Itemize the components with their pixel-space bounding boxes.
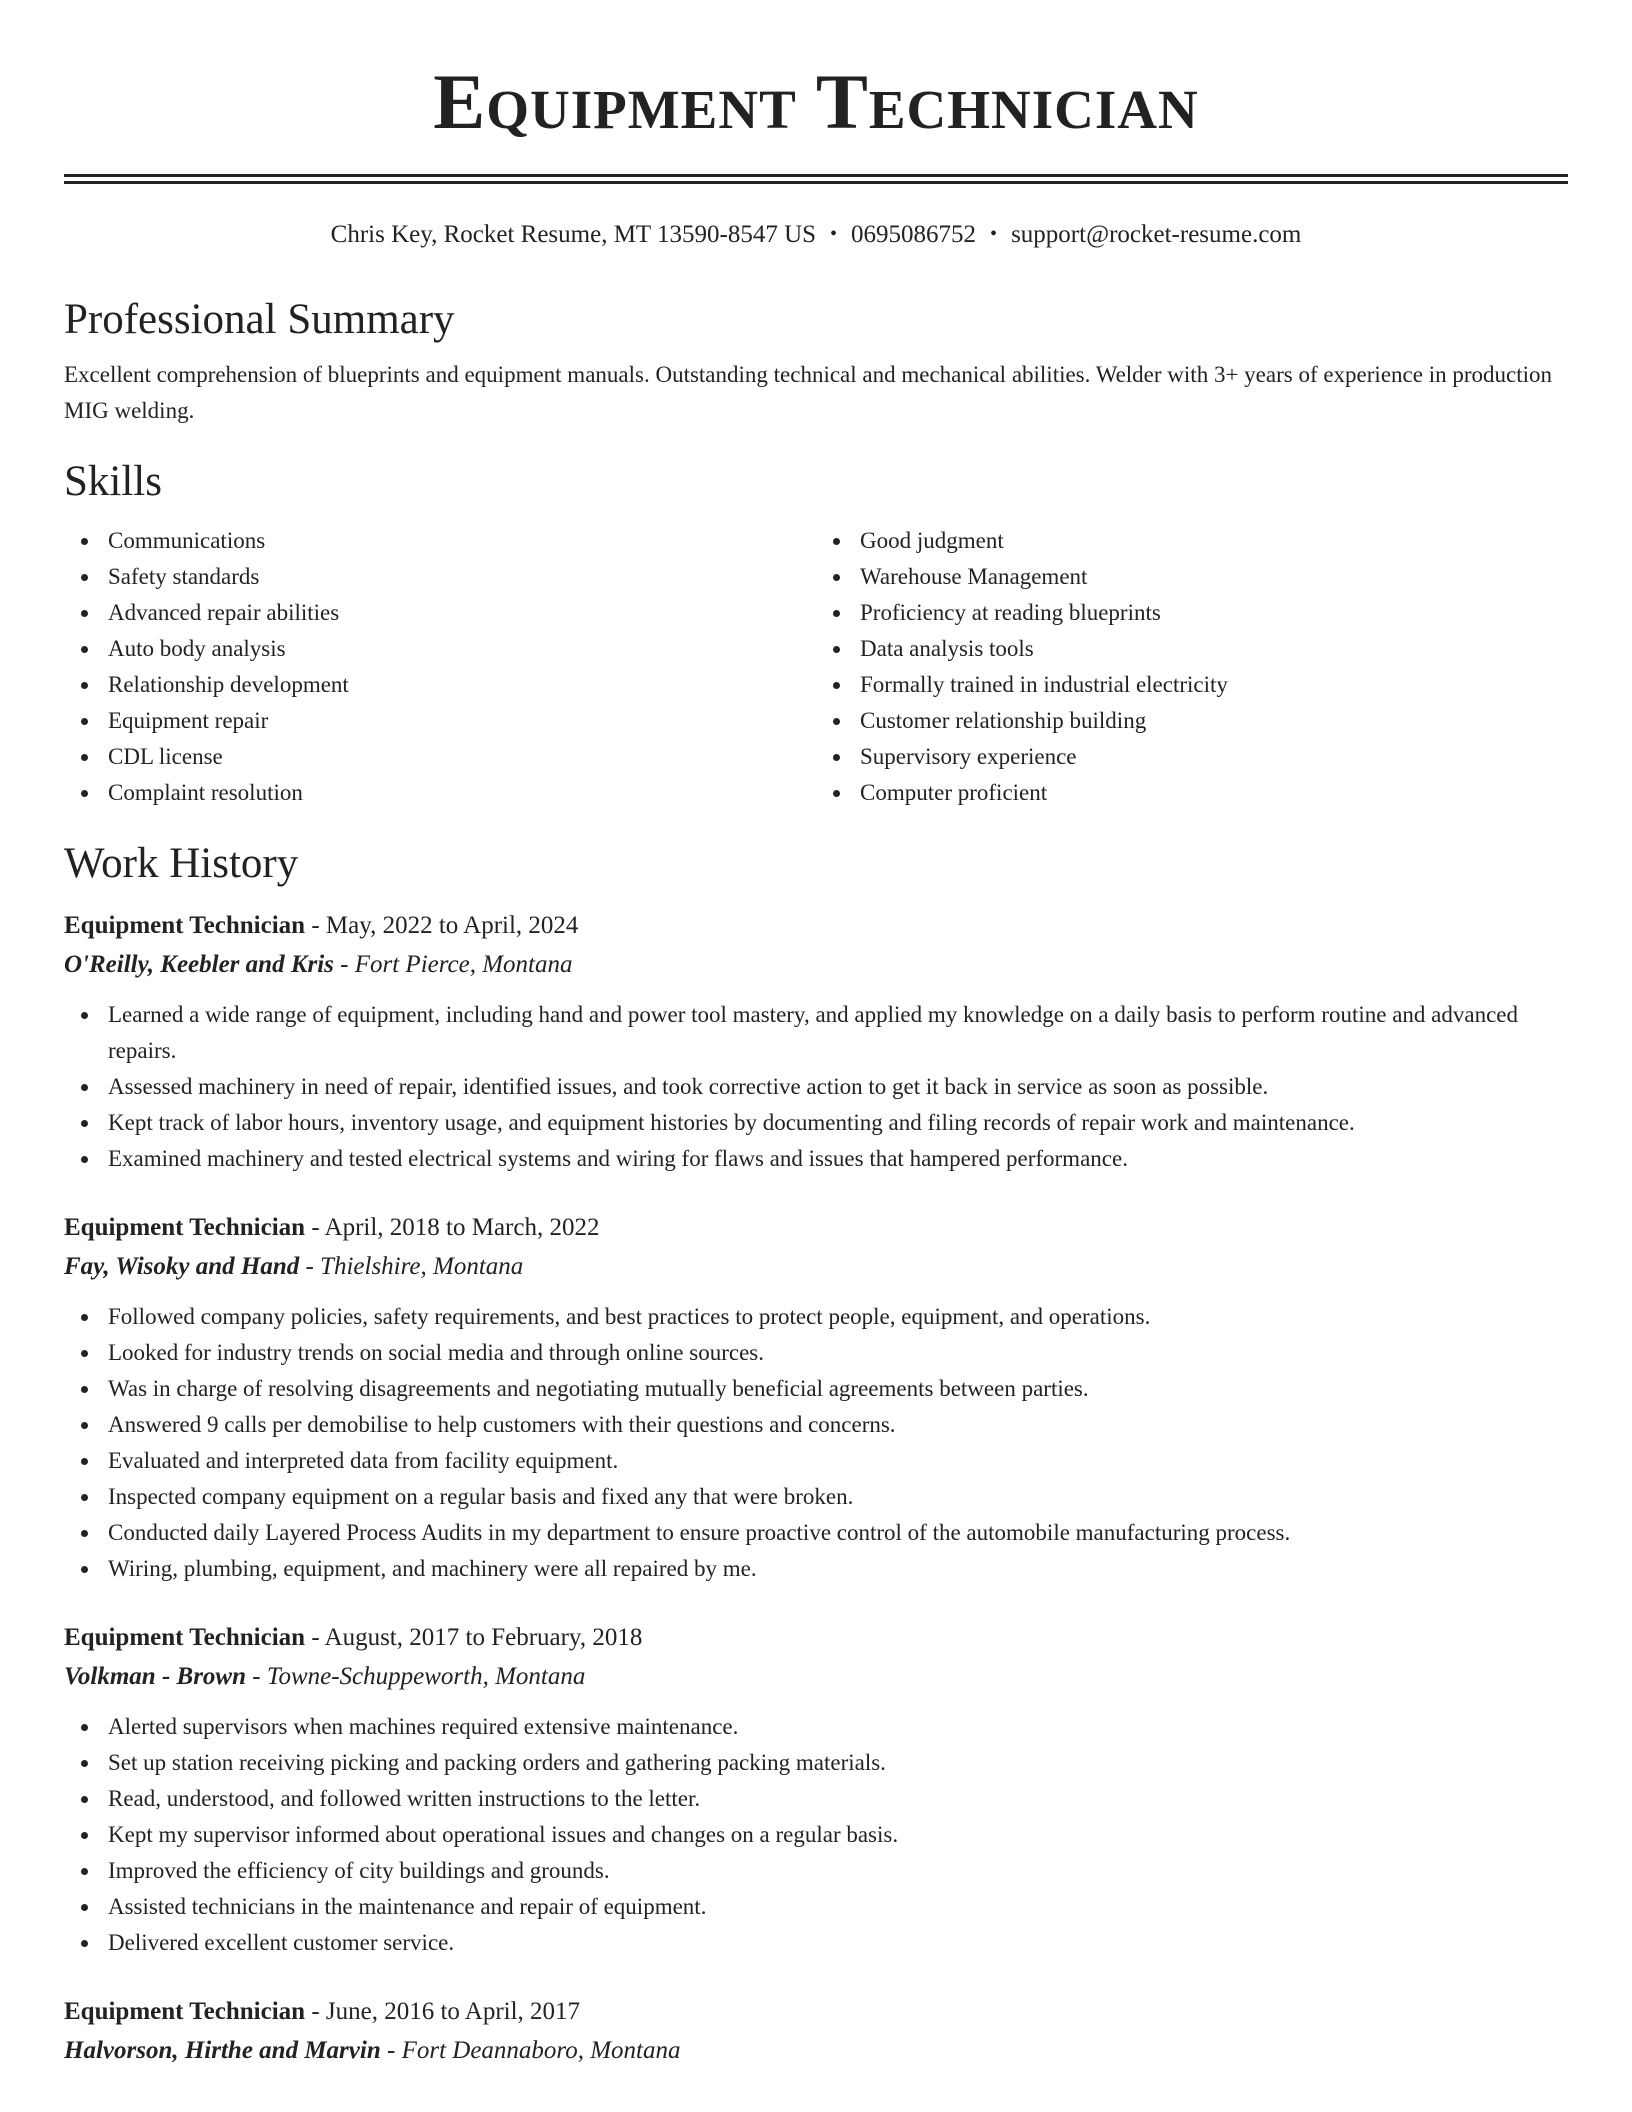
contact-email: support@rocket-resume.com [1011, 221, 1302, 248]
skill-item: Relationship development [108, 667, 816, 703]
job-bullet: Wiring, plumbing, equipment, and machinery were all repaired by me. [108, 1551, 1568, 1587]
skill-item: Advanced repair abilities [108, 595, 816, 631]
job-bullet: Looked for industry trends on social media and through online sources. [108, 1335, 1568, 1371]
job-bullet: Followed company policies, safety requirements, and best practices to protect people, equipment, and operations. [108, 1299, 1568, 1335]
header-double-rule [64, 174, 1568, 184]
job-dates: May, 2022 to April, 2024 [325, 912, 579, 939]
skill-item: Communications [108, 523, 816, 559]
job-bullet: Kept my supervisor informed about operational issues and changes on a regular basis. [108, 1817, 1568, 1853]
job-dash: - [305, 912, 326, 939]
job-company-line [64, 945, 1568, 985]
job-company: Volkman - Brown [64, 1663, 247, 1690]
job-bullet: Read, understood, and followed written instructions to the letter. [108, 1781, 1568, 1817]
contact-address: Chris Key, Rocket Resume, MT 13590-8547 US [330, 221, 817, 248]
job-bullet: Improved the efficiency of city buildings and grounds. [108, 1853, 1568, 1889]
skills-column-left [64, 523, 816, 811]
skill-item: Formally trained in industrial electricity [860, 667, 1568, 703]
skill-item: Proficiency at reading blueprints [860, 595, 1568, 631]
skills-column-right [816, 523, 1568, 811]
job-bullet: Delivered excellent customer service. [108, 1925, 1568, 1961]
job-dates: April, 2018 to March, 2022 [324, 1214, 600, 1241]
skill-item: Supervisory experience [860, 739, 1568, 775]
job-location: Fort Pierce, Montana [354, 951, 573, 978]
skill-item: Auto body analysis [108, 631, 816, 667]
job-company: Halvorson, Hirthe and Marvin [64, 2037, 381, 2064]
job-dash: - [305, 1214, 325, 1241]
work-history-heading: Work History [64, 840, 299, 887]
job-entry [64, 907, 1568, 1177]
skill-item: Warehouse Management [860, 559, 1568, 595]
skill-item: Equipment repair [108, 703, 816, 739]
skill-item: Computer proficient [860, 775, 1568, 811]
skill-item: Complaint resolution [108, 775, 816, 811]
job-title: Equipment Technician [64, 1214, 306, 1241]
skill-item: Customer relationship building [860, 703, 1568, 739]
job-entry [64, 1619, 1568, 1961]
job-entry [64, 1993, 1568, 2071]
job-location: Fort Deannaboro, Montana [401, 2037, 681, 2064]
job-location: Thielshire, Montana [320, 1253, 524, 1280]
job-entry [64, 1209, 1568, 1587]
job-bullet: Assisted technicians in the maintenance and repair of equipment. [108, 1889, 1568, 1925]
job-bullets [64, 1709, 1568, 1961]
contact-phone: 0695086752 [851, 221, 977, 248]
job-title-line [64, 1993, 1568, 2031]
skills-grid [64, 523, 1568, 811]
job-company: Fay, Wisoky and Hand [64, 1253, 300, 1280]
job-bullets [64, 1299, 1568, 1587]
job-location: Towne-Schuppeworth, Montana [266, 1663, 586, 1690]
contact-separator: • [990, 223, 998, 245]
job-bullet: Answered 9 calls per demobilise to help customers with their questions and concerns. [108, 1407, 1568, 1443]
job-bullet: Inspected company equipment on a regular basis and fixed any that were broken. [108, 1479, 1568, 1515]
job-dates: June, 2016 to April, 2017 [325, 1998, 581, 2025]
job-company: O'Reilly, Keebler and Kris [64, 951, 334, 978]
job-title-line [64, 1209, 1568, 1247]
summary-text: Excellent comprehension of blueprints and equipment manuals. Outstanding technical and mechanical abilities. Welder with 3+ years of experience in production MIG welding. [64, 362, 1552, 423]
job-bullet: Assessed machinery in need of repair, identified issues, and took corrective action to get it back in service as soon as possible. [108, 1069, 1568, 1105]
job-title-line [64, 1619, 1568, 1657]
job-dash: - [380, 2037, 402, 2064]
job-bullet: Learned a wide range of equipment, including hand and power tool mastery, and applied my knowledge on a daily basis to perform routine and advanced repairs. [108, 997, 1568, 1069]
job-dash: - [305, 1624, 325, 1651]
contact-line [64, 218, 1568, 251]
summary-heading: Professional Summary [64, 296, 455, 343]
job-bullet: Kept track of labor hours, inventory usage, and equipment histories by documenting and filing records of repair work and maintenance. [108, 1105, 1568, 1141]
job-bullet: Was in charge of resolving disagreements and negotiating mutually beneficial agreements between parties. [108, 1371, 1568, 1407]
contact-separator: • [830, 223, 838, 245]
job-company-line [64, 1247, 1568, 1287]
job-dash: - [246, 1663, 267, 1690]
job-title-line [64, 907, 1568, 945]
skill-item: Good judgment [860, 523, 1568, 559]
job-title: Equipment Technician [64, 912, 306, 939]
skill-item: CDL license [108, 739, 816, 775]
job-dash: - [333, 951, 355, 978]
job-company-line [64, 2031, 1568, 2071]
job-bullet: Set up station receiving picking and packing orders and gathering packing materials. [108, 1745, 1568, 1781]
job-bullet: Examined machinery and tested electrical systems and wiring for flaws and issues that hampered performance. [108, 1141, 1568, 1177]
job-title: Equipment Technician [64, 1998, 306, 2025]
skill-item: Data analysis tools [860, 631, 1568, 667]
job-bullet: Evaluated and interpreted data from facility equipment. [108, 1443, 1568, 1479]
job-dash: - [299, 1253, 321, 1280]
job-dates: August, 2017 to February, 2018 [324, 1624, 643, 1651]
job-bullet: Conducted daily Layered Process Audits in my department to ensure proactive control of the automobile manufacturing process. [108, 1515, 1568, 1551]
job-bullet: Alerted supervisors when machines required extensive maintenance. [108, 1709, 1568, 1745]
job-title: Equipment Technician [64, 1624, 306, 1651]
skills-heading: Skills [64, 458, 162, 505]
resume-name: Equipment Technician [433, 58, 1199, 145]
job-company-line [64, 1657, 1568, 1697]
job-bullets [64, 997, 1568, 1177]
job-dash: - [305, 1998, 326, 2025]
skill-item: Safety standards [108, 559, 816, 595]
